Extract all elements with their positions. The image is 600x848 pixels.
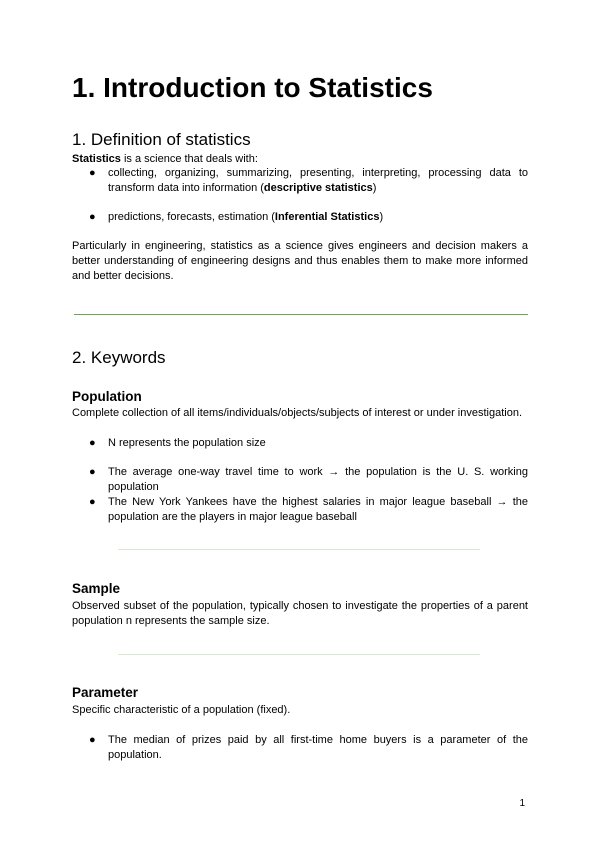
keywords-heading: 2. Keywords: [72, 348, 166, 367]
inferential-statistics-term: Inferential Statistics: [274, 211, 380, 223]
population-bullet-list-2: [72, 465, 528, 525]
list-item: [72, 733, 528, 763]
subsection-divider: [118, 549, 480, 550]
list-item-text: The average one-way travel time to work → the population is the U. S. working population: [108, 466, 528, 493]
bullet-icon: ●: [89, 734, 96, 746]
definition-bullet-list: [72, 166, 528, 196]
list-item-text: The New York Yankees have the highest salaries in major league baseball → the population are the players in major league baseball: [108, 496, 528, 523]
definition-intro-text: is a science that deals with:: [120, 153, 258, 165]
section-divider: [74, 314, 528, 315]
list-item: [72, 495, 528, 525]
list-item-text: The median of prizes paid by all first-time home buyers is a parameter of the population.: [108, 734, 528, 761]
population-bullet-list: [72, 436, 528, 451]
definition-bullet-list-2: [72, 210, 528, 225]
bullet-icon: ●: [89, 496, 96, 508]
page-title: 1. Introduction to Statistics: [72, 72, 433, 103]
statistics-term: Statistics: [72, 153, 121, 165]
list-item: [72, 436, 528, 451]
population-heading: Population: [72, 389, 142, 404]
parameter-definition: Specific characteristic of a population (fixed).: [72, 704, 291, 716]
list-item: [72, 465, 528, 495]
list-item-text: ): [372, 182, 377, 194]
bullet-icon: ●: [89, 437, 96, 449]
list-item-text: predictions, forecasts, estimation (: [108, 211, 275, 223]
definition-heading: 1. Definition of statistics: [72, 130, 251, 149]
list-item-text: ): [379, 211, 384, 223]
list-item: [72, 166, 528, 196]
parameter-bullet-list: [72, 733, 528, 763]
population-definition: Complete collection of all items/individuals/objects/subjects of interest or under investigation.: [72, 407, 523, 419]
page-number: 1: [519, 798, 525, 809]
sample-heading: Sample: [72, 581, 121, 596]
subsection-divider: [118, 654, 480, 655]
definition-intro: [72, 152, 528, 167]
descriptive-statistics-term: descriptive statistics: [263, 182, 373, 194]
bullet-icon: ●: [89, 211, 96, 223]
bullet-icon: ●: [89, 167, 96, 179]
sample-definition: Observed subset of the population, typically chosen to investigate the properties of a parent population n represents the sample size.: [72, 600, 528, 627]
parameter-heading: Parameter: [72, 685, 139, 700]
list-item-text: N represents the population size: [108, 437, 266, 449]
list-item-text: collecting, organizing, summarizing, presenting, interpreting, processing data to transform data into information (: [108, 167, 528, 194]
bullet-icon: ●: [89, 466, 96, 478]
definition-paragraph: Particularly in engineering, statistics as a science gives engineers and decision makers a better understanding of engineering designs and thus enables them to make more informed and better decisions.: [72, 240, 528, 282]
list-item: [72, 210, 528, 225]
